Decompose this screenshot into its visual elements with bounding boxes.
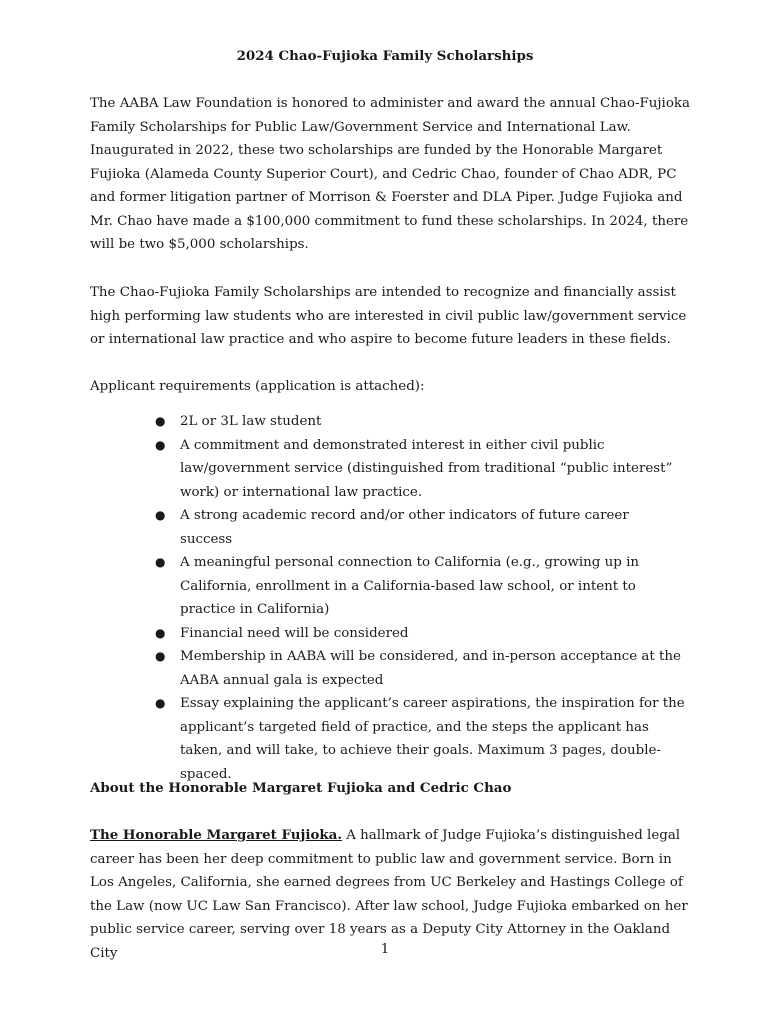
about-heading: About the Honorable Margaret Fujioka and Cedric Chao xyxy=(90,780,512,796)
requirement-text: Financial need will be considered xyxy=(180,625,409,641)
bullet-icon: ● xyxy=(155,437,166,452)
bullet-icon: ● xyxy=(155,555,166,569)
bullet-icon: ● xyxy=(155,696,166,710)
requirements-heading: Applicant requirements (application is attached): xyxy=(90,379,425,394)
requirement-item xyxy=(155,410,685,434)
bullet-icon: ● xyxy=(155,414,166,428)
bullet-icon: ● xyxy=(155,508,166,522)
purpose-paragraph: The Chao-Fujioka Family Scholarships are intended to recognize and financially assist high performing law students who are interested in civil public law/government service or international law practice and who aspire to become future leaders in these fields. xyxy=(90,285,687,347)
bio-text: A hallmark of Judge Fujioka’s distinguished legal career has been her deep commitment to public law and government service. Born in Los Angeles, California, she earned degrees from UC Berkeley and Hastings College of the Law (now UC Law San Francisco). After law school, Judge Fujioka embarked on her public service career, serving over 18 years as a Deputy City Attorney in the Oakland City xyxy=(90,828,688,961)
page-number: 1 xyxy=(380,942,390,957)
requirement-text: Essay explaining the applicant’s career aspirations, the inspiration for the applicant’s targeted field of practice, and the steps the applicant has taken, and will take, to achieve their goals. Maximum 3 pages, double-spaced. xyxy=(180,696,685,782)
requirement-item xyxy=(155,551,685,622)
bullet-icon: ● xyxy=(155,649,166,663)
intro-paragraph: The AABA Law Foundation is honored to administer and award the annual Chao-Fujioka Family Scholarships for Public Law/Government Service and International Law. Inaugurated in 2022, these two scholarships are funded by the Honorable Margaret Fujioka (Alameda County Superior Court), and Cedric Chao, founder of Chao ADR, PC and former litigation partner of Morrison & Foerster and DLA Piper. Judge Fujioka and Mr. Chao have made a $100,000 commitment to fund these scholarships. In 2024, there will be two $5,000 scholarships. xyxy=(90,96,690,252)
requirement-item xyxy=(155,504,685,551)
document-title: 2024 Chao-Fujioka Family Scholarships xyxy=(236,48,534,64)
requirement-item xyxy=(155,692,685,786)
requirement-item xyxy=(155,645,685,692)
requirements-list xyxy=(155,410,685,786)
requirement-item xyxy=(155,622,685,646)
requirement-text: 2L or 3L law student xyxy=(180,414,322,429)
bullet-icon: ● xyxy=(155,625,166,640)
bio-name: The Honorable Margaret Fujioka. xyxy=(90,827,342,843)
requirement-item xyxy=(155,434,685,505)
requirement-text: A commitment and demonstrated interest in either civil public law/government service (distinguished from traditional “public interest” work) or international law practice. xyxy=(180,437,673,500)
requirement-text: A strong academic record and/or other indicators of future career success xyxy=(180,508,629,547)
requirement-text: A meaningful personal connection to California (e.g., growing up in California, enrollment in a California-based law school, or intent to practice in California) xyxy=(180,555,639,617)
requirement-text: Membership in AABA will be considered, and in-person acceptance at the AABA annual gala is expected xyxy=(180,649,681,688)
